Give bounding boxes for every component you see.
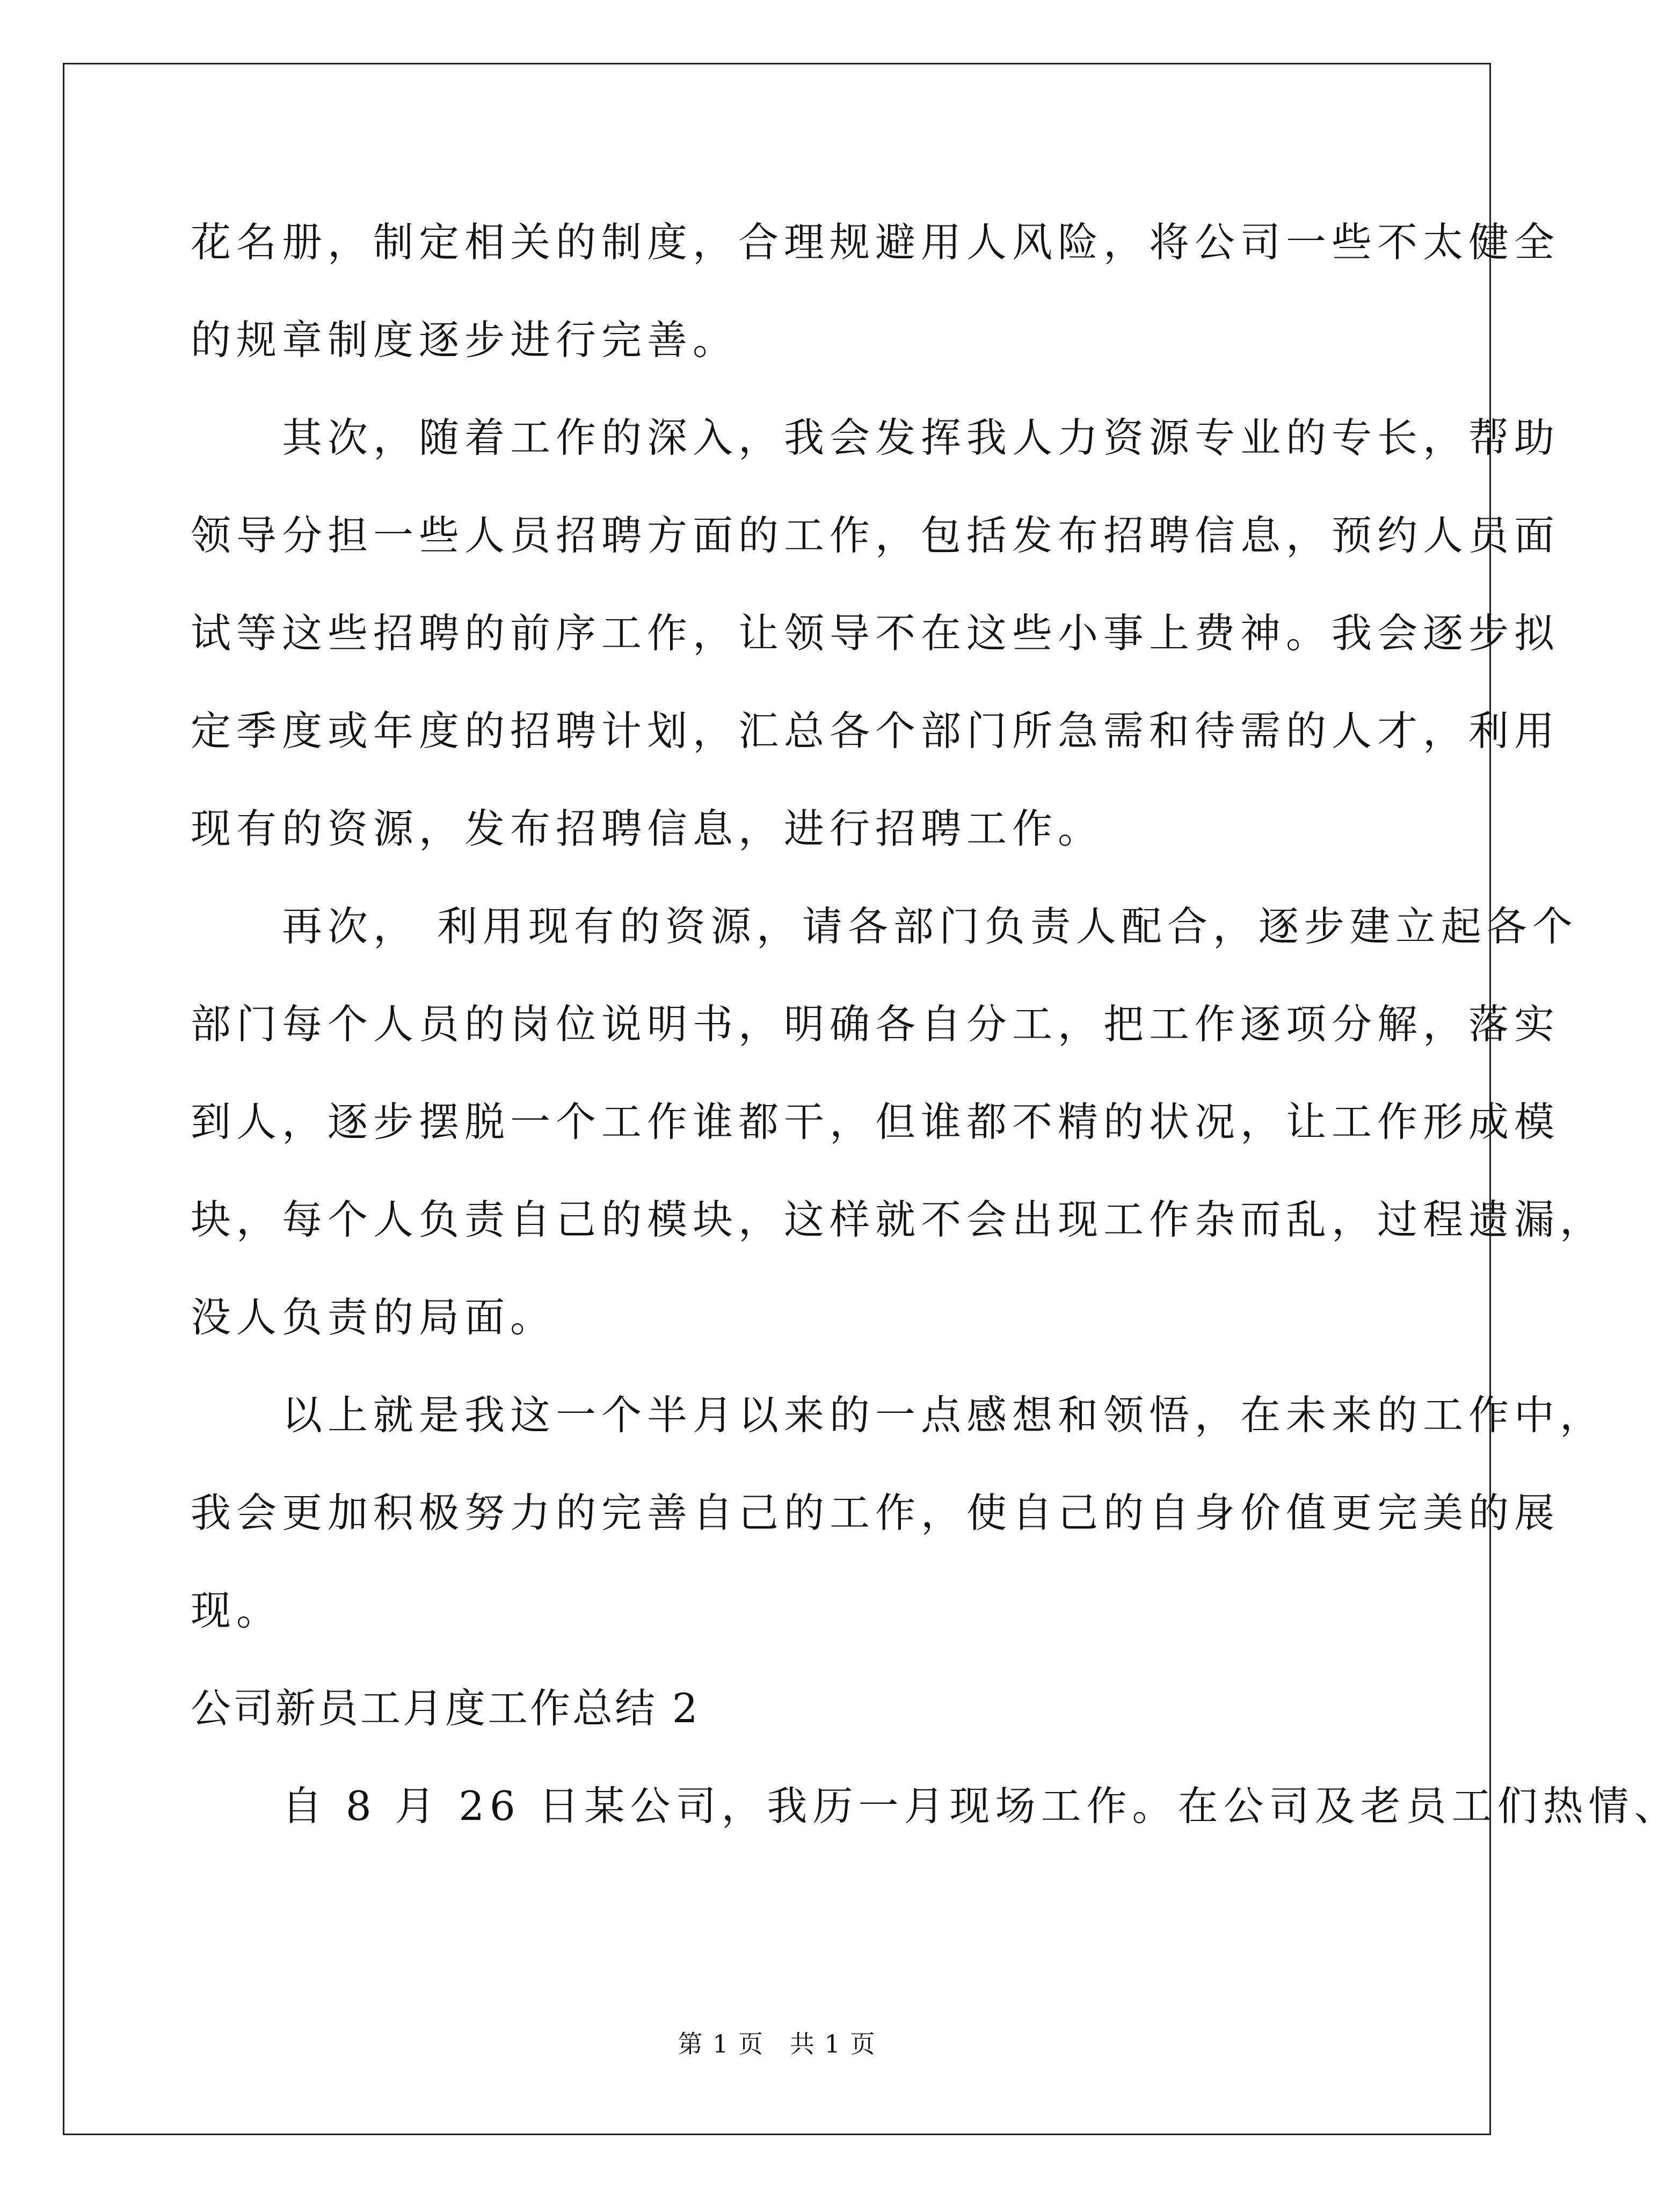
paragraph-line: 试等这些招聘的前序工作，让领导不在这些小事上费神。我会逐步拟	[191, 610, 1560, 657]
paragraph-line: 到人，逐步摆脱一个工作谁都干，但谁都不精的状况，让工作形成模	[191, 1098, 1560, 1145]
document-body	[191, 193, 1680, 1855]
paragraph-line: 现有的资源，发布招聘信息，进行招聘工作。	[191, 805, 1104, 852]
paragraph-line: 的规章制度逐步进行完善。	[191, 316, 739, 364]
paragraph-line: 领导分担一些人员招聘方面的工作，包括发布招聘信息，预约人员面	[191, 512, 1560, 559]
paragraph-line: 自 8 月 26 日某公司，我历一月现场工作。在公司及老员工们热情、	[191, 1782, 1680, 1830]
paragraph-line: 以上就是我这一个半月以来的一点感想和领悟，在未来的工作中，	[191, 1391, 1606, 1439]
page-footer: 第 1 页 共 1 页	[678, 2029, 876, 2058]
section-title: 公司新员工月度工作总结 2	[191, 1685, 700, 1732]
paragraph-line: 其次，随着工作的深入，我会发挥我人力资源专业的专长，帮助	[191, 414, 1560, 461]
paragraph-line: 现。	[191, 1587, 282, 1634]
paragraph-line: 再次， 利用现有的资源，请各部门负责人配合，逐步建立起各个	[191, 903, 1578, 950]
paragraph-line: 花名册，制定相关的制度，合理规避用人风险，将公司一些不太健全	[191, 219, 1560, 266]
paragraph-line: 没人负责的局面。	[191, 1294, 556, 1341]
paragraph-line: 定季度或年度的招聘计划，汇总各个部门所急需和待需的人才，利用	[191, 707, 1560, 755]
paragraph-line: 块，每个人负责自己的模块，这样就不会出现工作杂而乱，过程遗漏，	[191, 1196, 1606, 1243]
paragraph-line: 我会更加积极努力的完善自己的工作，使自己的自身价值更完美的展	[191, 1489, 1560, 1536]
paragraph-line: 部门每个人员的岗位说明书，明确各自分工，把工作逐项分解，落实	[191, 1000, 1560, 1048]
